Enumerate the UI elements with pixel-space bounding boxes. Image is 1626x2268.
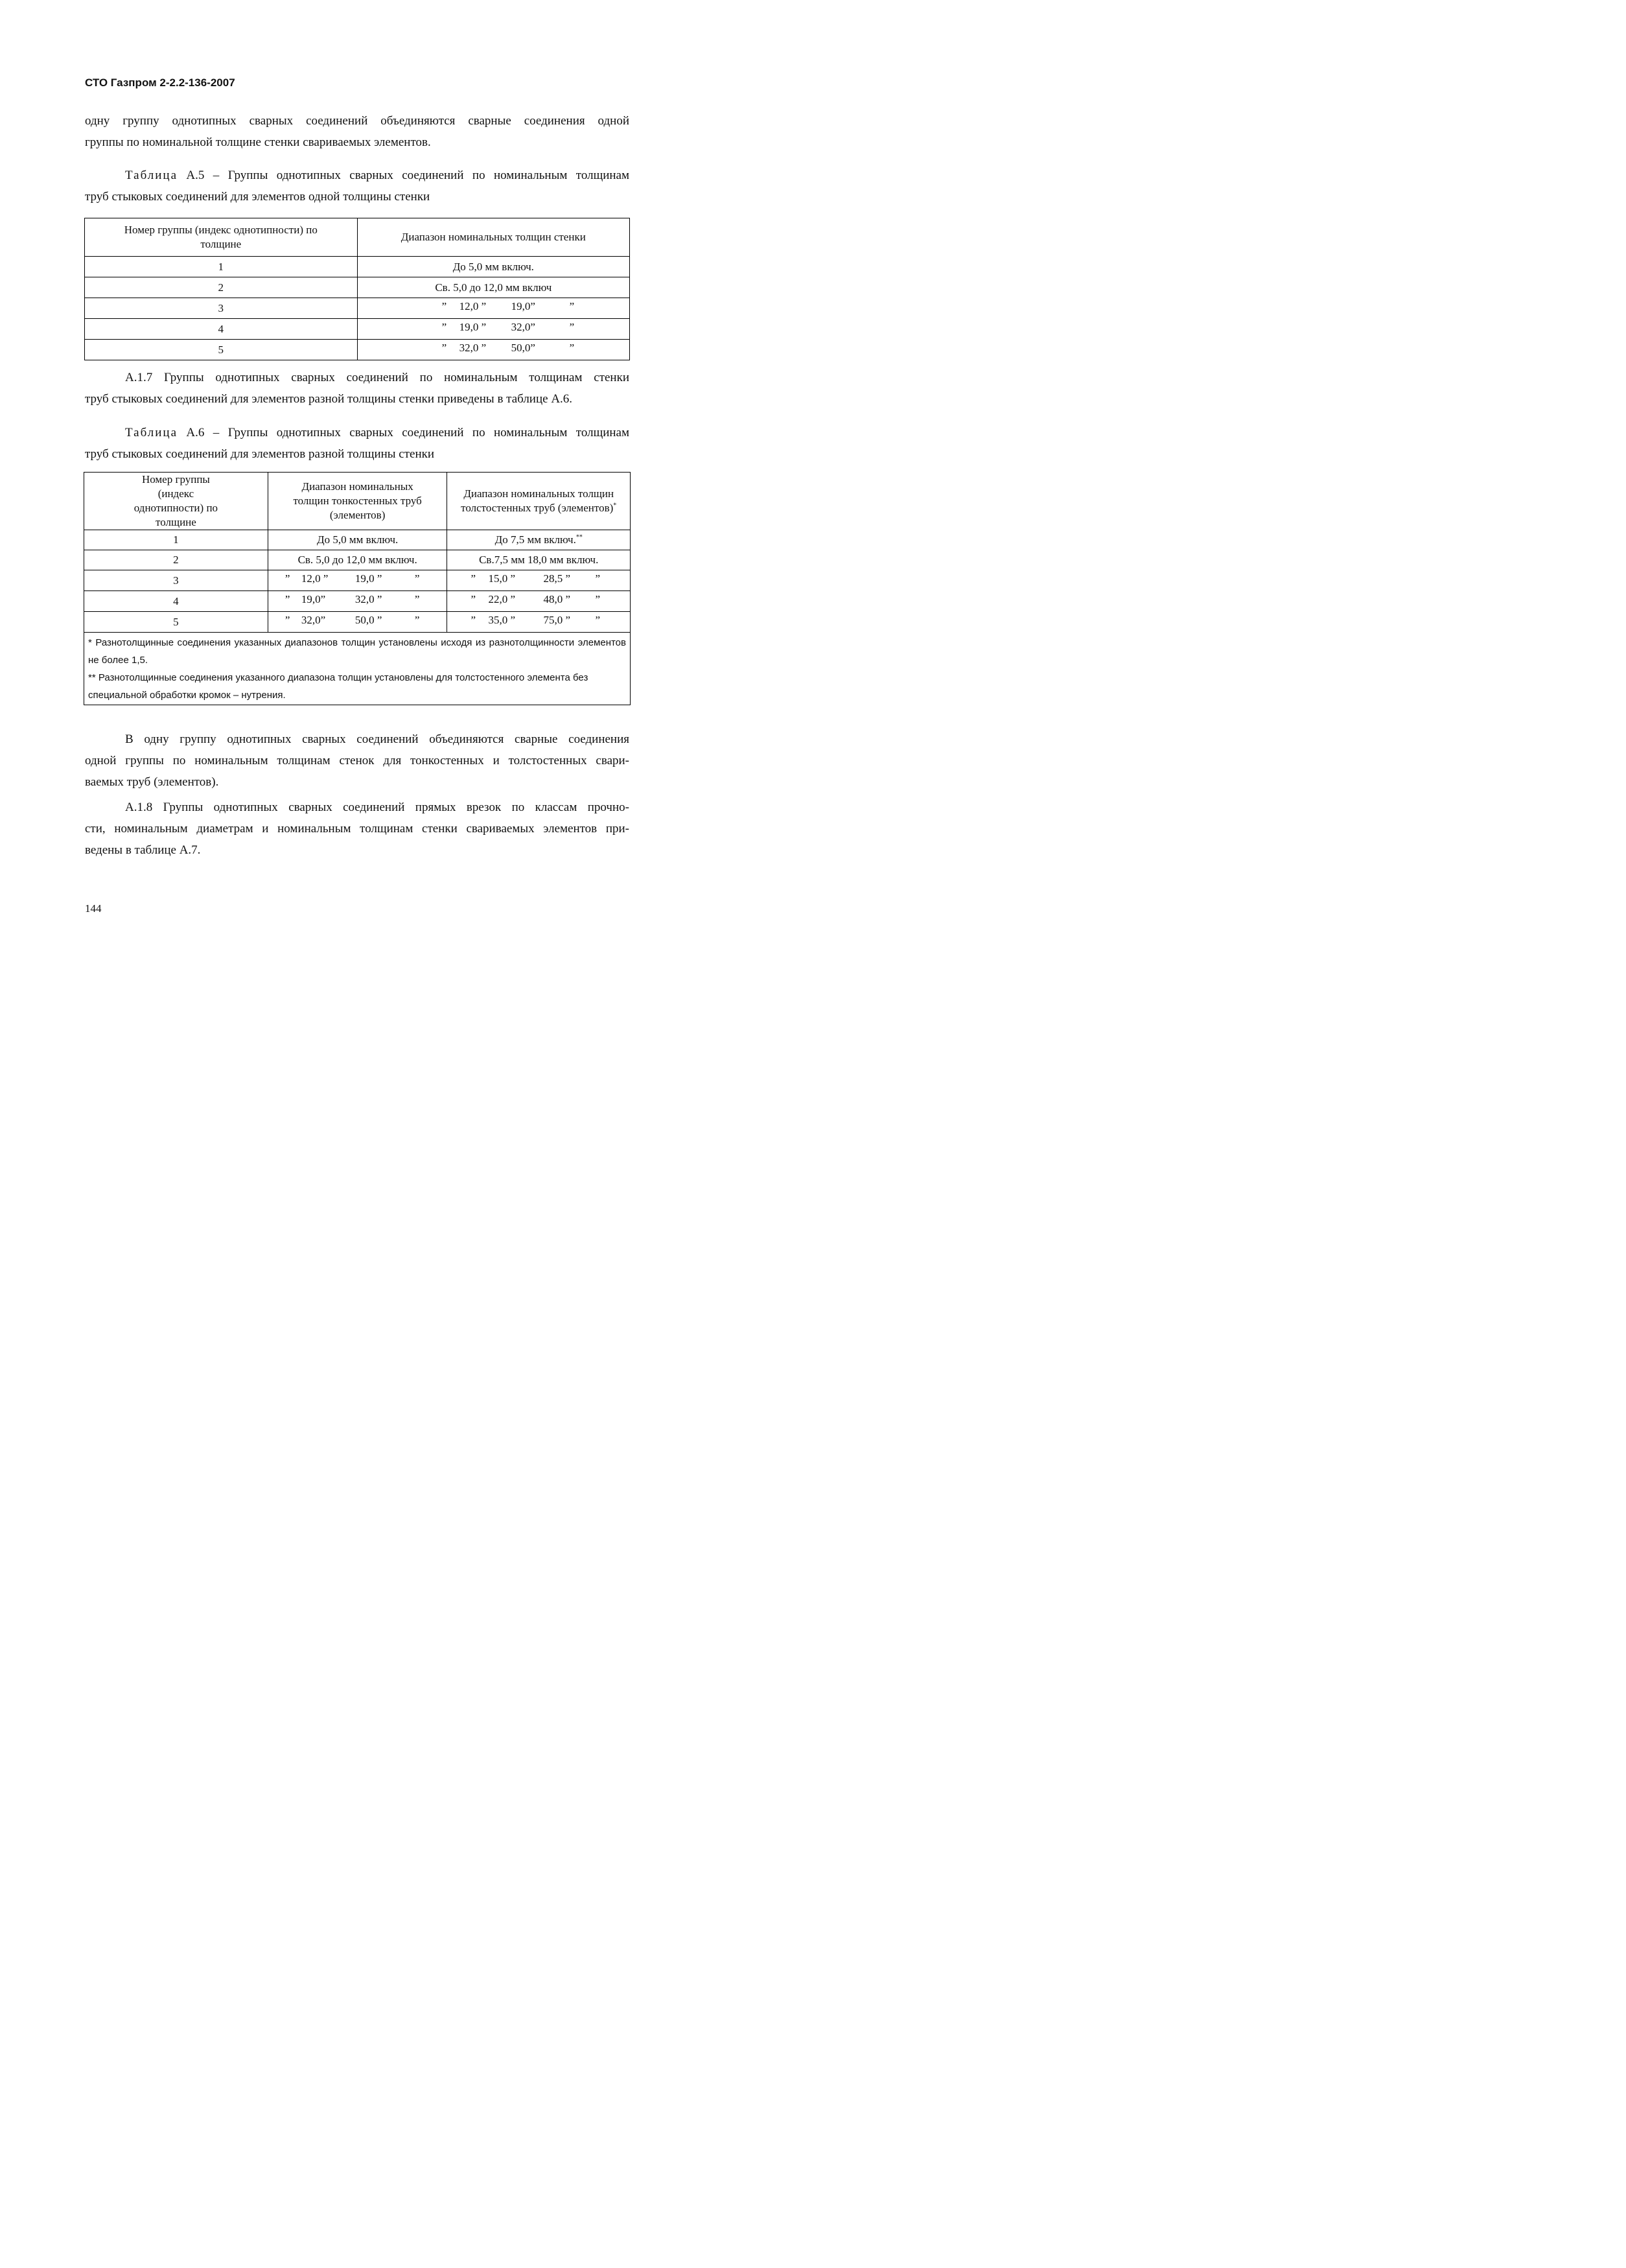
ditto-mark: ” <box>441 320 447 333</box>
document-header: СТО Газпром 2-2.2-136-2007 <box>85 76 235 89</box>
thin-range: До 5,0 мм включ. <box>268 530 447 550</box>
caption-line: труб стыковых соединений для элементов разной толщины стенки <box>85 447 435 461</box>
range-from: 32,0” <box>301 613 326 626</box>
table-a5 <box>84 218 630 360</box>
ditto-mark: ” <box>414 572 420 585</box>
thick-range <box>447 612 631 633</box>
range-from: 19,0” <box>301 592 326 605</box>
paragraph-a1-7 <box>85 367 629 410</box>
col-header-thin-range: Диапазон номинальных толщин тонкостенных труб (элементов) <box>268 473 447 530</box>
caption-line <box>85 422 629 443</box>
paragraph-line: ведены в таблице А.7. <box>85 843 201 857</box>
paragraph-line: А.1.8 Группы однотипных сварных соединений прямых врезок по классам прочно- <box>125 801 629 814</box>
ditto-mark: ” <box>470 572 476 585</box>
group-number: 4 <box>84 591 268 612</box>
table-header-row <box>85 218 630 257</box>
col-header-thick-range <box>447 473 631 530</box>
ditto-mark: ” <box>569 299 575 312</box>
table-row <box>85 277 630 298</box>
ditto-mark: ” <box>441 341 447 354</box>
range-to: 50,0” <box>511 341 535 354</box>
table-a5-caption <box>85 165 629 207</box>
footnote-2: ** Разнотолщинные соединения указанного диапазона толщин установлены для толстостенного элемента без специальной обработки кромок – нутрения. <box>88 672 588 701</box>
thick-range: Св.7,5 мм 18,0 мм включ. <box>447 550 631 570</box>
range-to: 19,0 ” <box>354 572 382 585</box>
range-from: 22,0 ” <box>488 592 515 605</box>
col-header-range: Диапазон номинальных толщин стенки <box>357 218 629 257</box>
table-header-row <box>84 473 631 530</box>
paragraph-a1-8 <box>85 797 629 861</box>
table-row <box>84 591 631 612</box>
thin-range: Св. 5,0 до 12,0 мм включ. <box>268 550 447 570</box>
group-number: 5 <box>85 340 358 360</box>
range-from: 19,0 ” <box>459 320 487 333</box>
range-to: 32,0” <box>511 320 535 333</box>
table-row <box>85 340 630 360</box>
footnote-mark: ** <box>575 533 583 541</box>
table-row <box>84 612 631 633</box>
range-to: 48,0 ” <box>543 592 570 605</box>
paragraph-line: группы по номинальной толщине стенки свариваемых элементов. <box>85 135 431 149</box>
group-number: 5 <box>84 612 268 633</box>
footnote-1: * Разнотолщинные соединения указанных диапазонов толщин установлены исходя из разнотолщинности элементов не более 1,5. <box>88 637 626 666</box>
group-number: 3 <box>84 570 268 591</box>
table-row <box>84 570 631 591</box>
ditto-mark: ” <box>595 613 600 626</box>
thin-range <box>268 591 447 612</box>
col-header-group: Номер группы (индекс однотипности) по толщине <box>85 218 358 257</box>
thick-range <box>447 570 631 591</box>
group-number: 1 <box>85 257 358 277</box>
range-from: 12,0 ” <box>459 299 487 312</box>
ditto-mark: ” <box>285 613 290 626</box>
range-to: 50,0 ” <box>354 613 382 626</box>
footnote-mark: * <box>613 502 617 509</box>
thick-range <box>447 591 631 612</box>
paragraph-line: В одну группу однотипных сварных соединений объединяются сварные соединения <box>125 732 629 746</box>
ditto-mark: ” <box>569 320 575 333</box>
paragraph-line: одну группу однотипных сварных соединений объединяются сварные соединения одной <box>85 114 629 128</box>
table-notes-row <box>84 633 631 705</box>
range-to: 28,5 ” <box>543 572 570 585</box>
thickness-range: До 5,0 мм включ. <box>357 257 629 277</box>
table-row <box>84 550 631 570</box>
caption-label: Таблица <box>125 426 178 439</box>
paragraph-line: А.1.7 Группы однотипных сварных соединений по номинальным толщинам стенки <box>125 371 629 384</box>
thickness-range <box>357 319 629 340</box>
table-a6 <box>84 472 631 705</box>
range-from: 35,0 ” <box>488 613 515 626</box>
ditto-mark: ” <box>470 613 476 626</box>
thickness-range: Св. 5,0 до 12,0 мм включ <box>357 277 629 298</box>
paragraph-line: ваемых труб (элементов). <box>85 775 219 789</box>
ditto-mark: ” <box>441 299 447 312</box>
paragraph-line: труб стыковых соединений для элементов разной толщины стенки приведены в таблице А.6. <box>85 392 573 406</box>
range-to: 75,0 ” <box>543 613 570 626</box>
col-header-text: Диапазон номинальных толщин толстостенных труб (элементов) <box>461 487 614 514</box>
caption-label: Таблица <box>125 169 178 182</box>
caption-text: А.5 – Группы однотипных сварных соединений по номинальным толщинам <box>178 169 629 182</box>
table-row <box>84 530 631 550</box>
ditto-mark: ” <box>414 592 420 605</box>
range-to: 19,0” <box>511 299 535 312</box>
ditto-mark: ” <box>595 592 600 605</box>
caption-line: труб стыковых соединений для элементов одной толщины стенки <box>85 190 430 204</box>
range-from: 15,0 ” <box>488 572 515 585</box>
ditto-mark: ” <box>595 572 600 585</box>
caption-line <box>85 165 629 186</box>
table-a6-caption <box>85 422 629 465</box>
thin-range <box>268 612 447 633</box>
ditto-mark: ” <box>569 341 575 354</box>
table-row <box>85 298 630 319</box>
group-number: 2 <box>85 277 358 298</box>
paragraph-intro <box>85 110 629 153</box>
caption-text: А.6 – Группы однотипных сварных соединений по номинальным толщинам <box>178 426 629 439</box>
ditto-mark: ” <box>414 613 420 626</box>
group-number: 1 <box>84 530 268 550</box>
paragraph-grouping <box>85 729 629 793</box>
group-number: 3 <box>85 298 358 319</box>
thickness-range <box>357 298 629 319</box>
range-from: 32,0 ” <box>459 341 487 354</box>
table-row <box>85 257 630 277</box>
ditto-mark: ” <box>285 572 290 585</box>
thickness-range <box>357 340 629 360</box>
range-from: 12,0 ” <box>301 572 329 585</box>
ditto-mark: ” <box>470 592 476 605</box>
group-number: 2 <box>84 550 268 570</box>
range-to: 32,0 ” <box>354 592 382 605</box>
table-row <box>85 319 630 340</box>
thin-range <box>268 570 447 591</box>
table-notes <box>84 633 631 705</box>
ditto-mark: ” <box>285 592 290 605</box>
page-number: 144 <box>85 902 102 915</box>
thick-range-text: До 7,5 мм включ. <box>494 533 576 546</box>
col-header-group: Номер группы (индекс однотипности) по толщине <box>84 473 268 530</box>
group-number: 4 <box>85 319 358 340</box>
paragraph-line: сти, номинальным диаметрам и номинальным толщинам стенки свариваемых элементов при- <box>85 822 629 836</box>
document-page <box>0 0 733 1037</box>
thick-range <box>447 530 631 550</box>
paragraph-line: одной группы по номинальным толщинам стенок для тонкостенных и толстостенных свари- <box>85 754 629 767</box>
